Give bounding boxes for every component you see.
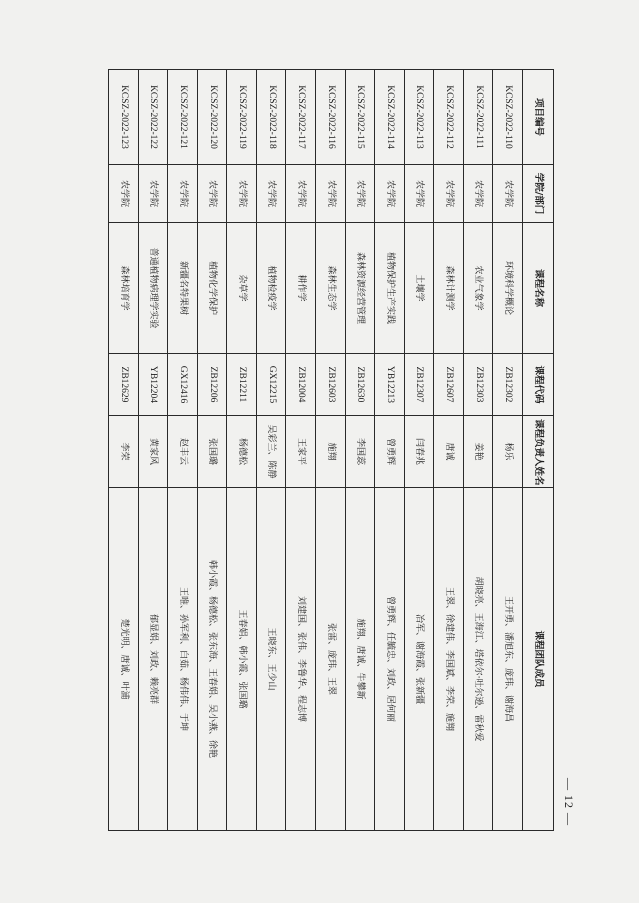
table-row xyxy=(256,70,286,831)
cell-course-code: ZB12607 xyxy=(434,354,464,416)
cell-team-members: 郁显娟、刘政、赖亮群 xyxy=(138,488,168,831)
cell-college: 农学院 xyxy=(434,165,464,223)
table-row xyxy=(404,70,434,831)
cell-team-members: 刘建国、张伟、李鲁华、程志博 xyxy=(286,488,316,831)
table-header-row xyxy=(523,70,554,831)
cell-college: 农学院 xyxy=(493,165,523,223)
cell-course-code: YB12213 xyxy=(375,354,405,416)
cell-course-code: ZB12206 xyxy=(197,354,227,416)
cell-project-id: KCSZ-2022-119 xyxy=(227,70,257,165)
cell-course-code: ZB12004 xyxy=(286,354,316,416)
cell-project-id: KCSZ-2022-111 xyxy=(463,70,493,165)
table-row xyxy=(227,70,257,831)
rotated-table-container xyxy=(108,69,554,830)
cell-course-name: 土壤学 xyxy=(404,223,434,354)
cell-project-id: KCSZ-2022-110 xyxy=(493,70,523,165)
header-course-code: 课程代码 xyxy=(523,354,554,416)
cell-college: 农学院 xyxy=(109,165,139,223)
table-row xyxy=(316,70,346,831)
cell-course-name: 森林资源经营管理 xyxy=(345,223,375,354)
header-course-name: 课程名称 xyxy=(523,223,554,354)
cell-college: 农学院 xyxy=(316,165,346,223)
cell-course-name: 新疆名特果树 xyxy=(168,223,198,354)
cell-course-leader: 吴彩兰、陈静 xyxy=(256,416,286,488)
cell-project-id: KCSZ-2022-123 xyxy=(109,70,139,165)
cell-team-members: 施翔、唐诚、牛攀新 xyxy=(345,488,375,831)
cell-course-leader: 姜艳 xyxy=(463,416,493,488)
cell-course-code: YB12204 xyxy=(138,354,168,416)
cell-team-members: 王晓东、王少山 xyxy=(256,488,286,831)
table-row xyxy=(109,70,139,831)
cell-team-members: 王春娟、韩小霞、张国璐 xyxy=(227,488,257,831)
cell-course-leader: 王家平 xyxy=(286,416,316,488)
cell-course-name: 杂草学 xyxy=(227,223,257,354)
cell-course-name: 森林生态学 xyxy=(316,223,346,354)
cell-course-code: GX12215 xyxy=(256,354,286,416)
header-team-members: 课程团队成员 xyxy=(523,488,554,831)
cell-team-members: 王唯、孙军利、白茹、杨伟伟、于坤 xyxy=(168,488,198,831)
table-row xyxy=(138,70,168,831)
cell-course-name: 植物化学保护 xyxy=(197,223,227,354)
cell-course-name: 森林计测学 xyxy=(434,223,464,354)
cell-team-members: 王翠、徐建伟、李国斌、李荣、施翔 xyxy=(434,488,464,831)
cell-college: 农学院 xyxy=(227,165,257,223)
table-row xyxy=(493,70,523,831)
cell-project-id: KCSZ-2022-115 xyxy=(345,70,375,165)
cell-course-leader: 闫春兆 xyxy=(404,416,434,488)
cell-course-leader: 张国璐 xyxy=(197,416,227,488)
header-college: 学院/部门 xyxy=(523,165,554,223)
cell-course-leader: 李荣 xyxy=(109,416,139,488)
cell-project-id: KCSZ-2022-116 xyxy=(316,70,346,165)
cell-college: 农学院 xyxy=(345,165,375,223)
cell-course-code: ZB12630 xyxy=(345,354,375,416)
cell-course-name: 植物保护生产实践 xyxy=(375,223,405,354)
cell-course-name: 植物检疫学 xyxy=(256,223,286,354)
cell-project-id: KCSZ-2022-120 xyxy=(197,70,227,165)
cell-college: 农学院 xyxy=(404,165,434,223)
cell-course-code: ZB12307 xyxy=(404,354,434,416)
cell-course-code: ZB12629 xyxy=(109,354,139,416)
cell-team-members: 曾勇辉、任毓忠、刘政、居何丽 xyxy=(375,488,405,831)
cell-course-name: 森林培育学 xyxy=(109,223,139,354)
cell-college: 农学院 xyxy=(286,165,316,223)
cell-course-leader: 唐诚 xyxy=(434,416,464,488)
course-table xyxy=(108,69,554,831)
cell-course-code: ZB12303 xyxy=(463,354,493,416)
header-project-id: 项目编号 xyxy=(523,70,554,165)
cell-project-id: KCSZ-2022-118 xyxy=(256,70,286,165)
cell-project-id: KCSZ-2022-117 xyxy=(286,70,316,165)
cell-course-code: ZB12603 xyxy=(316,354,346,416)
cell-college: 农学院 xyxy=(375,165,405,223)
cell-project-id: KCSZ-2022-121 xyxy=(168,70,198,165)
cell-team-members: 韩小霞、杨德松、张东海、王春娟、吴小燕、徐艳 xyxy=(197,488,227,831)
cell-college: 农学院 xyxy=(463,165,493,223)
cell-course-name: 耕作学 xyxy=(286,223,316,354)
cell-course-leader: 黄家风 xyxy=(138,416,168,488)
cell-team-members: 胡晓亮、王海江、塔依尔·吐尔逊、雷秋爱 xyxy=(463,488,493,831)
cell-course-name: 普通植物病理学实验 xyxy=(138,223,168,354)
cell-course-leader: 赵丰云 xyxy=(168,416,198,488)
page-number: — 12 — xyxy=(562,778,576,826)
cell-course-code: GX12416 xyxy=(168,354,198,416)
cell-course-name: 农业气象学 xyxy=(463,223,493,354)
cell-course-code: ZB12211 xyxy=(227,354,257,416)
cell-course-leader: 杨德松 xyxy=(227,416,257,488)
table-row xyxy=(463,70,493,831)
cell-college: 农学院 xyxy=(197,165,227,223)
cell-project-id: KCSZ-2022-112 xyxy=(434,70,464,165)
cell-project-id: KCSZ-2022-122 xyxy=(138,70,168,165)
cell-team-members: 楚光明、唐诚、叶浦 xyxy=(109,488,139,831)
cell-college: 农学院 xyxy=(256,165,286,223)
cell-course-code: ZB12302 xyxy=(493,354,523,416)
table-row xyxy=(168,70,198,831)
table-row xyxy=(345,70,375,831)
cell-team-members: 冶军、谢海霞、张新疆 xyxy=(404,488,434,831)
cell-college: 农学院 xyxy=(168,165,198,223)
cell-team-members: 王开勇、潘旭东、庞玮、谢海昌 xyxy=(493,488,523,831)
cell-project-id: KCSZ-2022-114 xyxy=(375,70,405,165)
cell-team-members: 张雷、庞玮、王翠 xyxy=(316,488,346,831)
cell-course-leader: 施翔 xyxy=(316,416,346,488)
table-row xyxy=(197,70,227,831)
table-row xyxy=(286,70,316,831)
cell-course-leader: 杨乐 xyxy=(493,416,523,488)
cell-course-leader: 曾勇辉 xyxy=(375,416,405,488)
table-row xyxy=(375,70,405,831)
table-row xyxy=(434,70,464,831)
cell-course-leader: 李国蕊 xyxy=(345,416,375,488)
cell-course-name: 环境科学概论 xyxy=(493,223,523,354)
header-course-leader: 课程负责人姓名 xyxy=(523,416,554,488)
cell-project-id: KCSZ-2022-113 xyxy=(404,70,434,165)
cell-college: 农学院 xyxy=(138,165,168,223)
